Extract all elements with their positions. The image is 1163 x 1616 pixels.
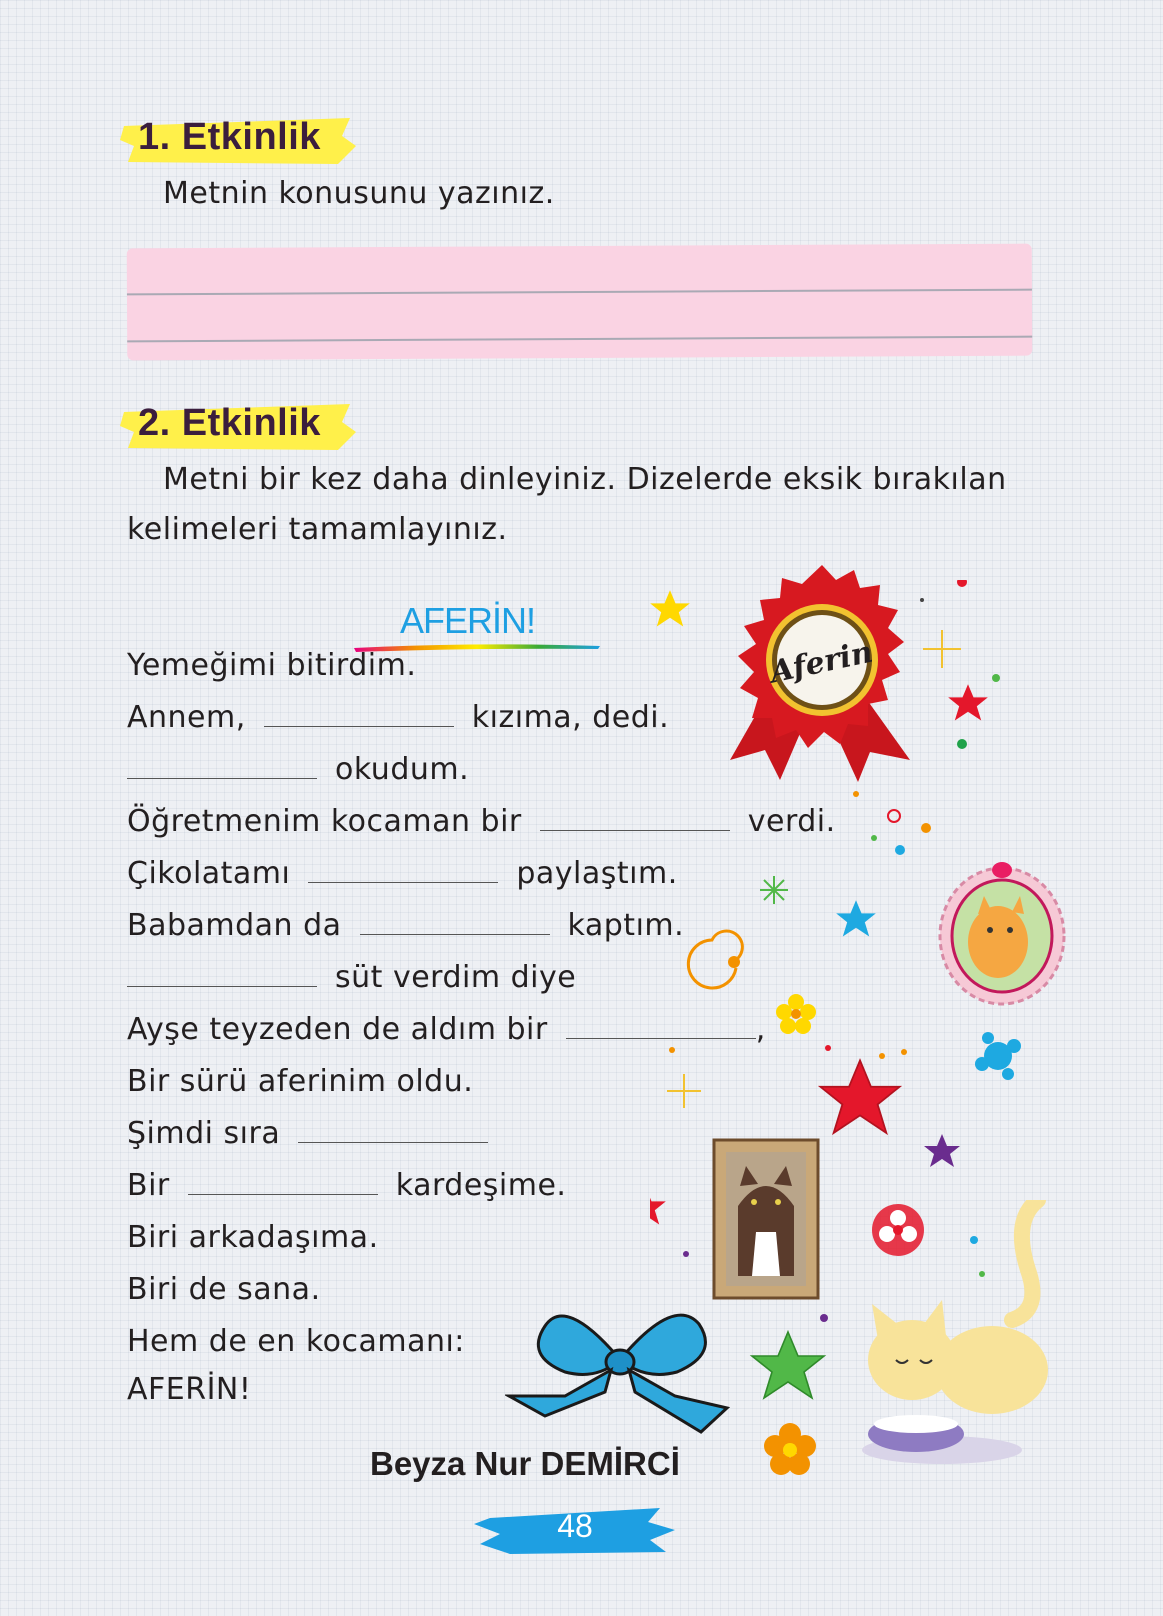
fill-blank[interactable] bbox=[264, 704, 454, 727]
answer-box[interactable] bbox=[127, 244, 1033, 361]
poem-text: Ayşe teyzeden de aldım bir bbox=[127, 1012, 548, 1047]
poem-text: kardeşime. bbox=[395, 1168, 567, 1203]
poem-text: Hem de en kocamanı: bbox=[127, 1324, 465, 1359]
activity2-instruction-line2: kelimeleri tamamlayınız. bbox=[127, 512, 508, 547]
poem-text: verdi. bbox=[747, 804, 836, 839]
poem-author: Beyza Nur DEMİRCİ bbox=[370, 1445, 680, 1482]
activity1-heading-text: 1. Etkinlik bbox=[138, 116, 321, 158]
page-number-badge bbox=[470, 1500, 680, 1560]
activity1-instruction: Metnin konusunu yazınız. bbox=[163, 176, 555, 211]
fill-blank[interactable] bbox=[298, 1120, 488, 1143]
flower-icon bbox=[776, 994, 816, 1034]
blue-bow-icon bbox=[505, 1296, 735, 1436]
star-icon bbox=[650, 590, 690, 626]
badge-text: Aferin bbox=[767, 634, 876, 691]
flower-icon bbox=[764, 1423, 816, 1475]
poem-text: paylaştım. bbox=[516, 856, 678, 891]
fill-blank[interactable] bbox=[127, 756, 317, 779]
poem-line-9 bbox=[127, 1064, 473, 1104]
activity2-instruction-line1: Metni bir kez daha dinleyiniz. Dizelerde eksik bırakılan bbox=[163, 462, 1007, 497]
poem-line-3 bbox=[127, 752, 469, 792]
fill-blank[interactable] bbox=[308, 860, 498, 883]
poem-line-7 bbox=[127, 960, 576, 1000]
star-icon bbox=[650, 1188, 666, 1224]
poem-text: Bir bbox=[127, 1168, 170, 1203]
kitten-milk-icon bbox=[842, 1200, 1082, 1470]
poem-title: AFERİN! bbox=[400, 600, 536, 641]
poem-text: Biri arkadaşıma. bbox=[127, 1220, 379, 1255]
sparkle-icon bbox=[760, 876, 788, 904]
star-icon bbox=[924, 1134, 960, 1167]
page-number: 48 bbox=[557, 1508, 593, 1544]
poem-text: Öğretmenim kocaman bir bbox=[127, 804, 522, 839]
splash-icon bbox=[975, 1032, 1021, 1080]
swirl-icon bbox=[688, 931, 742, 988]
poem-text: okudum. bbox=[335, 752, 470, 787]
poem-line-1 bbox=[127, 648, 416, 688]
poem-text: Yemeğimi bitirdim. bbox=[127, 648, 417, 683]
poem-text: Çikolatamı bbox=[127, 856, 291, 891]
star-icon bbox=[820, 1060, 899, 1133]
poem-line-13 bbox=[127, 1272, 321, 1312]
cat-portrait-frame bbox=[932, 850, 1072, 1010]
poem-text: Annem, bbox=[127, 700, 246, 735]
activity2-heading-text: 2. Etkinlik bbox=[138, 402, 321, 444]
answer-line bbox=[127, 289, 1032, 295]
poem-line-11 bbox=[127, 1168, 566, 1208]
fill-blank[interactable] bbox=[360, 912, 550, 935]
poem-text: Babamdan da bbox=[127, 908, 342, 943]
poem-text: , bbox=[755, 1012, 766, 1047]
star-icon bbox=[752, 1332, 824, 1398]
cat-picture-frame bbox=[708, 1136, 828, 1306]
fill-blank[interactable] bbox=[127, 964, 317, 987]
poem-text: kızıma, dedi. bbox=[471, 700, 670, 735]
poem-text: Biri de sana. bbox=[127, 1272, 321, 1307]
poem-line-12 bbox=[127, 1220, 379, 1260]
star-icon bbox=[948, 684, 988, 720]
activity1-heading bbox=[118, 112, 358, 168]
answer-line bbox=[127, 336, 1032, 342]
poem-text: Bir sürü aferinim oldu. bbox=[127, 1064, 474, 1099]
poem-line-6 bbox=[127, 908, 684, 948]
poem-line-15 bbox=[127, 1372, 251, 1412]
poem-text: kaptım. bbox=[567, 908, 685, 943]
poem-line-5 bbox=[127, 856, 678, 896]
poem-line-10 bbox=[127, 1116, 506, 1156]
poem-text: süt verdim diye bbox=[335, 960, 577, 995]
activity2-heading bbox=[118, 398, 358, 454]
poem-line-14 bbox=[127, 1324, 465, 1364]
poem-text: Şimdi sıra bbox=[127, 1116, 281, 1151]
poem-text: AFERİN! bbox=[127, 1372, 252, 1407]
star-icon bbox=[836, 900, 876, 936]
poem-line-2 bbox=[127, 700, 669, 740]
fill-blank[interactable] bbox=[188, 1172, 378, 1195]
